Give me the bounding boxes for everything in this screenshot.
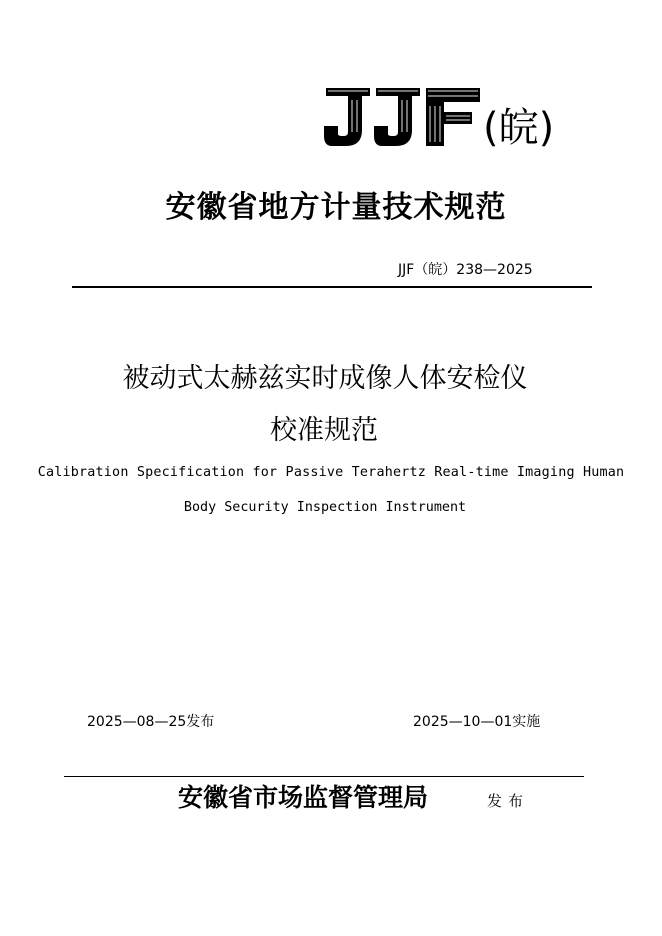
top-divider: [72, 286, 592, 288]
issue-date: 2025—08—25发布: [87, 714, 215, 730]
document-title-cn-line2: 校准规范: [270, 415, 378, 446]
document-title-cn-line1: 被动式太赫兹实时成像人体安检仪: [122, 363, 528, 394]
logo-suffix: (皖): [483, 105, 555, 151]
document-title-en-line2: Body Security Inspection Instrument: [183, 500, 467, 515]
standard-number: JJF（皖）238—2025: [398, 262, 533, 278]
bottom-divider: [64, 776, 584, 777]
spec-category-title: 安徽省地方计量技术规范: [165, 190, 507, 225]
implementation-date: 2025—10—01实施: [413, 714, 541, 730]
document-title-en-line1: Calibration Specification for Passive Terahertz Real-time Imaging Human: [37, 465, 625, 480]
jjf-logo: [322, 86, 482, 148]
issuing-authority: 安徽省市场监督管理局: [178, 783, 429, 812]
issuing-authority-suffix: 发布: [487, 792, 530, 810]
